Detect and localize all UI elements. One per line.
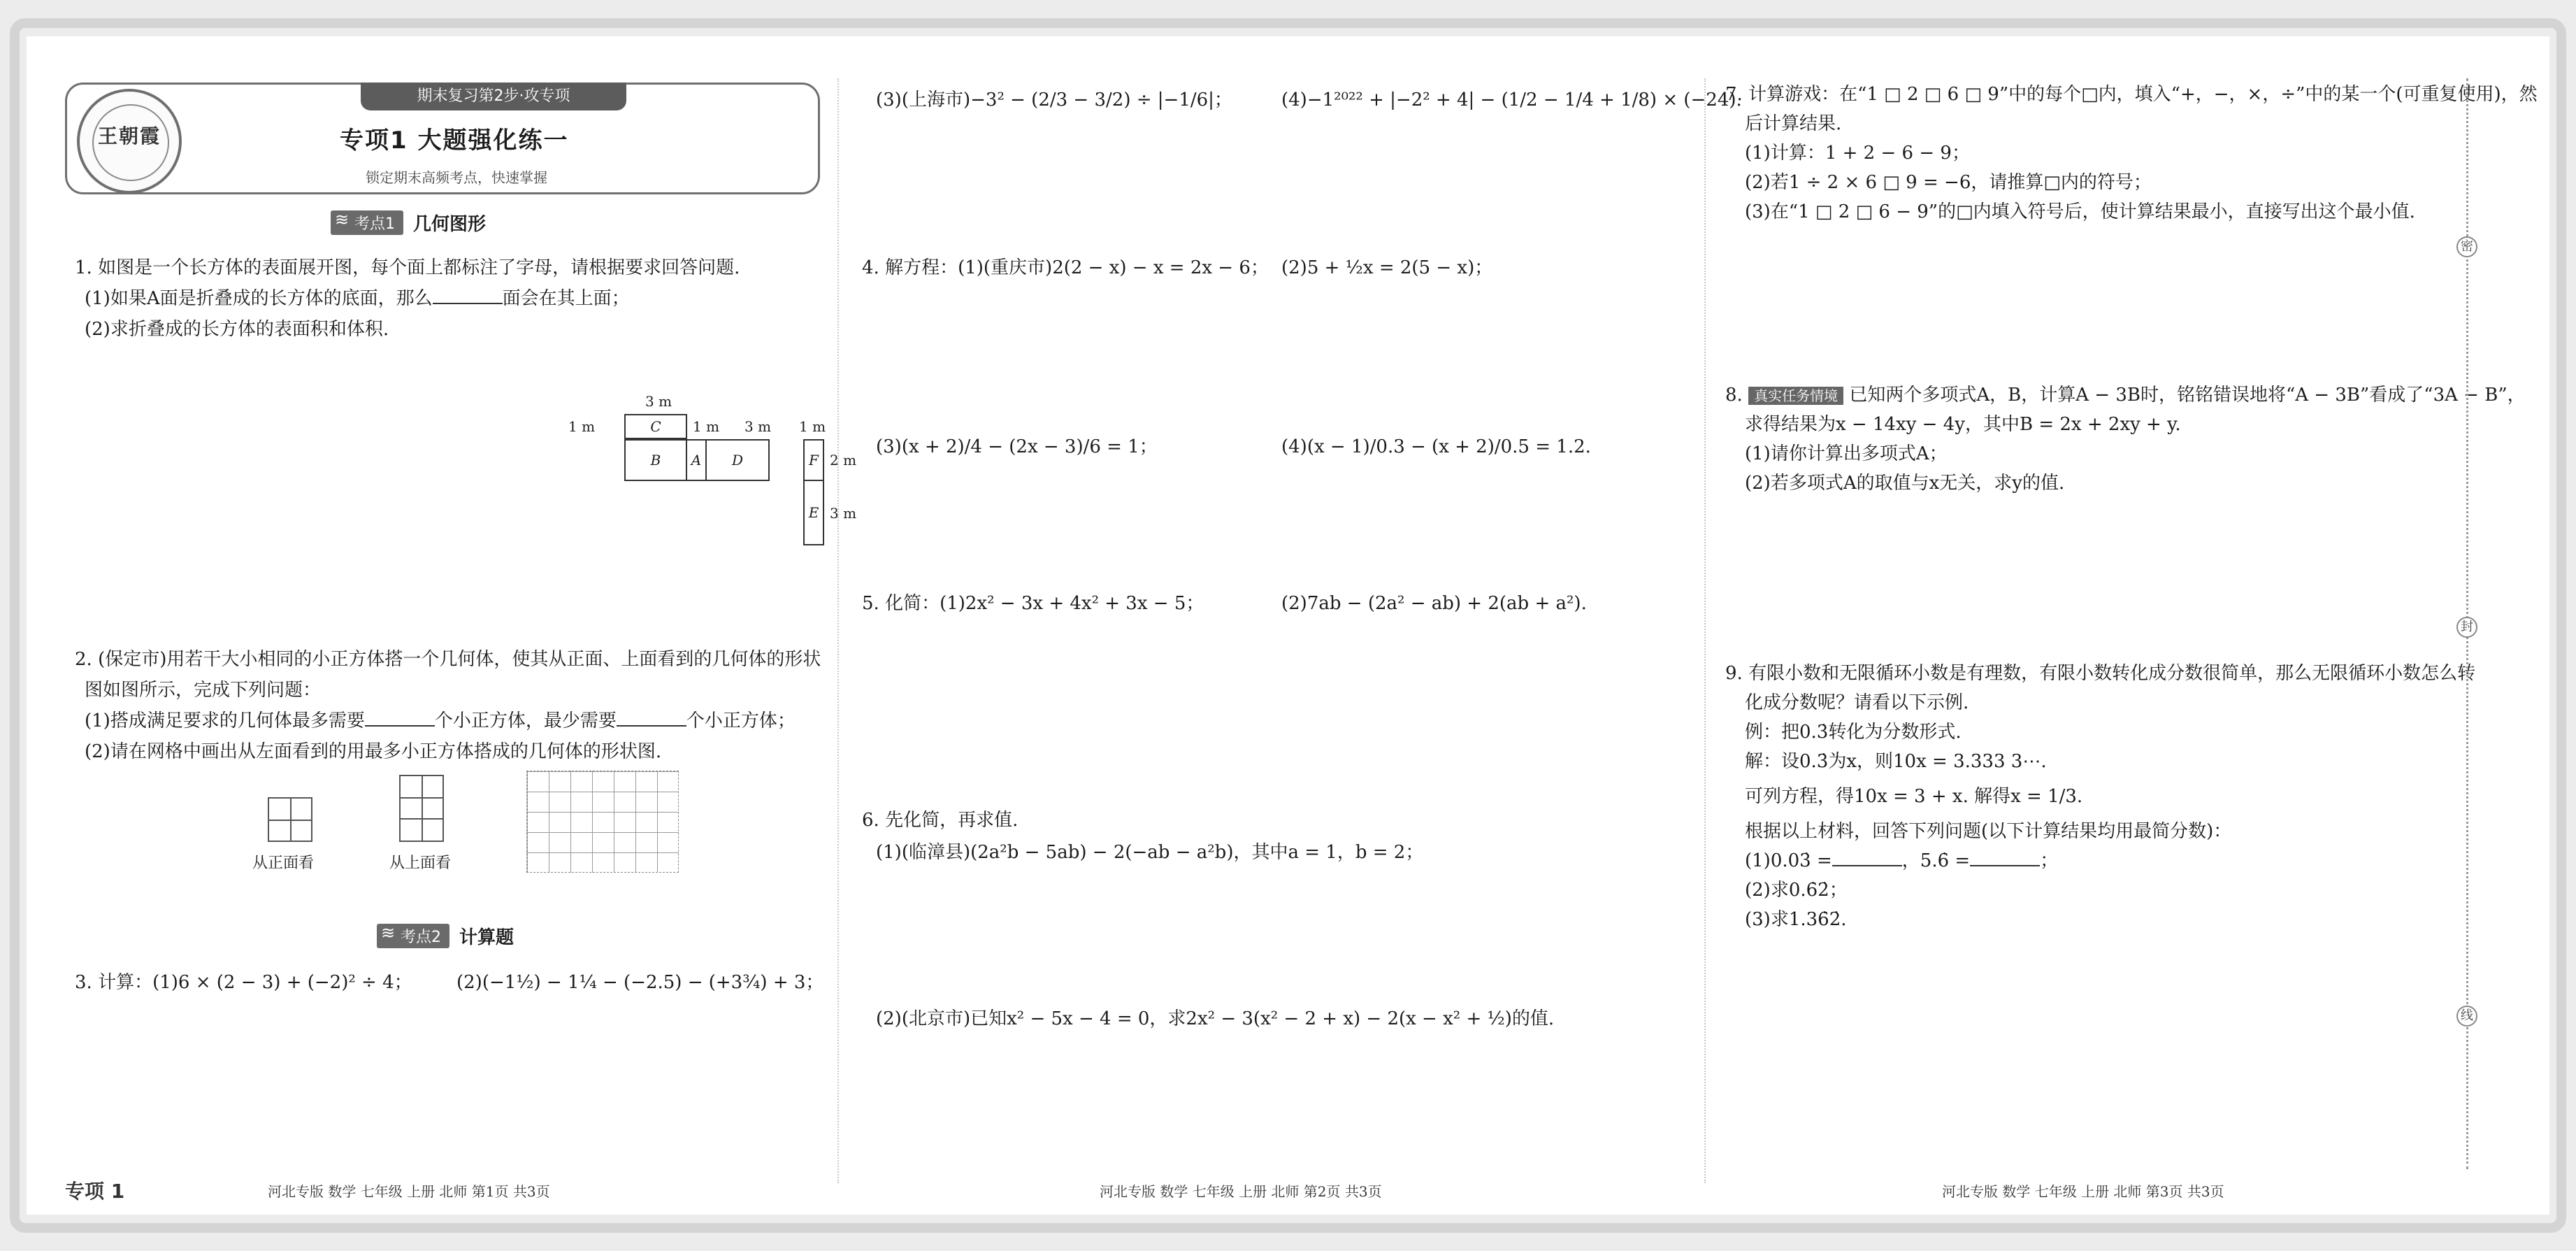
q1-stem: 1. 如图是一个长方体的表面展开图，每个面上都标注了字母，请根据要求回答问题. — [75, 257, 740, 278]
cut-mark-3: 线 — [2456, 1006, 2477, 1027]
q9-solution-2: 可列方程，得10x = 3 + x. 解得x = 1/3. — [1745, 786, 2083, 807]
topic-1-badge: ≋ 考点1 — [331, 210, 403, 235]
q8-stem-text: 已知两个多项式A，B，计算A − 3B时，铭铭错误地将“A − 3B”看成了“3A − B”， — [1849, 385, 2526, 406]
q1-part1-text-a: (1)如果A面是折叠成的长方体的底面，那么 — [85, 288, 433, 309]
q1-part1 — [85, 284, 630, 313]
face-a: A — [686, 439, 707, 481]
top-view-vline — [422, 776, 423, 841]
q6-part2: (2)(北京市)已知x² − 5x − 4 = 0，求2x² − 3(x² − 2 + x) − 2(x − x² + ½)的值. — [876, 1008, 1555, 1029]
column-2 — [862, 36, 1742, 1215]
q4-part3: (3)(x + 2)/4 − (2x − 3)/6 = 1； — [876, 436, 1158, 457]
q9-example: 例：把0.3̇转化为分数形式. — [1745, 722, 1962, 743]
q6-stem: 6. 先化简，再求值. — [862, 810, 1019, 831]
net-label-3m-right: 3 m — [830, 505, 857, 522]
top-view-hline-2 — [401, 818, 442, 820]
q2-stem-2: 图如图所示，完成下列问题： — [85, 680, 322, 701]
q9-solution-1: 解：设0.3̇为x，则10x = 3.333 3⋯. — [1745, 751, 2047, 772]
q9-part1-c: ； — [2040, 850, 2059, 871]
face-f: F — [803, 439, 824, 481]
q8-part2: (2)若多项式A的取值与x无关，求y的值. — [1745, 473, 2065, 494]
footer-page-info-3: 河北专版 数学 七年级 上册 北师 第3页 共3页 — [1942, 1183, 2224, 1200]
net-label-1m-b: 1 m — [799, 418, 826, 435]
logo-text: 王朝霞 — [97, 124, 161, 148]
net-label-1m-a: 1 m — [693, 418, 720, 435]
face-d: D — [705, 439, 770, 481]
q3-part1: 3. 计算：(1)6 × (2 − 3) + (−2)² ÷ 4； — [75, 972, 412, 993]
face-e: E — [803, 480, 824, 545]
q7-part2: (2)若1 ÷ 2 × 6 □ 9 = −6，请推算□内的符号； — [1745, 172, 2152, 193]
face-b: B — [624, 439, 687, 481]
q2-part1-c: 个小正方体； — [686, 710, 796, 731]
q4-part2: (2)5 + ½x = 2(5 − x)； — [1281, 257, 1493, 278]
q2-stem: 2. (保定市)用若干大小相同的小正方体搭一个几何体，使其从正面、上面看到的几何体的形状 — [75, 649, 821, 670]
cut-mark-2: 封 — [2456, 617, 2477, 638]
cut-mark-1: 密 — [2456, 236, 2477, 257]
q6-part1: (1)(临漳县)(2a²b − 5ab) − 2(−ab − a²b)，其中a = 1，b = 2； — [876, 842, 1424, 863]
q9-part2: (2)求0.6̇2̇； — [1745, 880, 1848, 901]
footer-section-title: 专项 1 — [65, 1180, 125, 1203]
q8-part1: (1)请你计算出多项式A； — [1745, 443, 1948, 464]
net-label-top-3m: 3 m — [645, 393, 672, 410]
column-divider-1 — [837, 78, 839, 1183]
q5-part2: (2)7ab − (2a² − ab) + 2(ab + a²). — [1281, 593, 1587, 614]
column-1 — [65, 36, 857, 1215]
net-label-left-1m: 1 m — [568, 418, 596, 435]
cuboid-net-figure — [568, 393, 876, 575]
q9-blank-1[interactable] — [1832, 850, 1902, 866]
answer-grid[interactable] — [526, 771, 679, 873]
net-label-3m: 3 m — [744, 418, 772, 435]
q2-min-blank[interactable] — [617, 710, 686, 727]
q8-stem — [1725, 380, 2526, 410]
face-c: C — [624, 414, 687, 439]
q8-number: 8. — [1725, 385, 1743, 406]
q7-part1: (1)计算：1 + 2 − 6 − 9； — [1745, 143, 1970, 164]
q7-stem: 7. 计算游戏：在“1 □ 2 □ 6 □ 9”中的每个□内，填入“+，−，×，÷”中的某一个(可重复使用)，然 — [1725, 84, 2538, 105]
q3-part3: (3)(上海市)−3² − (2/3 − 3/2) ÷ |−1/6|； — [876, 90, 1232, 110]
topic-1-title: 几何图形 — [413, 214, 487, 235]
q3-part2: (2)(−1½) − 1¼ − (−2.5) − (+3¾) + 3； — [456, 972, 824, 993]
topic-1-heading — [331, 210, 486, 236]
section-title: 专项1 大题强化练一 — [340, 127, 569, 155]
top-view-caption: 从上面看 — [389, 855, 452, 872]
column-divider-2 — [1704, 78, 1706, 1183]
q9-part1-b: ，5.6̇ = — [1901, 850, 1971, 871]
net-label-2m: 2 m — [830, 452, 857, 469]
front-view-hline — [269, 820, 311, 821]
q9-part1-a: (1)0.03̇ = — [1745, 850, 1832, 871]
q9-blank-2[interactable] — [1970, 850, 2040, 866]
q7-stem-2: 后计算结果. — [1745, 113, 1842, 134]
front-view-figure — [268, 797, 312, 842]
q1-part2: (2)求折叠成的长方体的表面积和体积. — [85, 319, 389, 340]
q8-context-badge: 真实任务情境 — [1748, 387, 1843, 405]
top-view-figure — [399, 775, 444, 842]
exam-sheet — [27, 36, 2549, 1215]
top-view-hline-1 — [401, 797, 442, 799]
q1-part1-text-b: 面会在其上面； — [502, 288, 630, 309]
topic-2-title: 计算题 — [459, 927, 515, 948]
q2-part1 — [85, 706, 796, 736]
section-subtitle: 锁定期末高频考点，快速掌握 — [366, 169, 547, 186]
q4-part4: (4)(x − 1)/0.3 − (x + 2)/0.5 = 1.2. — [1281, 436, 1591, 457]
q4-part1: 4. 解方程：(1)(重庆市)2(2 − x) − x = 2x − 6； — [862, 257, 1269, 278]
q9-instruction: 根据以上材料，回答下列问题(以下计算结果均用最简分数)： — [1745, 821, 2232, 842]
q9-part3: (3)求1.36̇2̇. — [1745, 909, 1847, 930]
q9-stem-2: 化成分数呢？请看以下示例. — [1745, 692, 1969, 713]
q3-part4: (4)−1²⁰²² + |−2² + 4| − (1/2 − 1/4 + 1/8) × (−24). — [1281, 90, 1742, 110]
q1-answer-blank[interactable] — [433, 287, 503, 304]
q2-part2: (2)请在网格中画出从左面看到的用最多小正方体搭成的几何体的形状图. — [85, 741, 662, 762]
q7-part3: (3)在“1 □ 2 □ 6 − 9”的□内填入符号后，使计算结果最小，直接写出这个最小值. — [1745, 201, 2415, 222]
front-view-caption: 从正面看 — [252, 855, 315, 872]
q2-max-blank[interactable] — [365, 710, 435, 727]
topic-2-heading — [377, 923, 514, 949]
footer-page-info-2: 河北专版 数学 七年级 上册 北师 第2页 共3页 — [1100, 1183, 1382, 1200]
q5-part1: 5. 化简：(1)2x² − 3x + 4x² + 3x − 5； — [862, 593, 1204, 614]
q8-stem-2: 求得结果为x − 14xy − 4y，其中B = 2x + 2xy + y. — [1745, 414, 2181, 435]
header-tab: 期末复习第2步·攻专项 — [361, 83, 626, 110]
q2-part1-a: (1)搭成满足要求的几何体最多需要 — [85, 710, 365, 731]
footer-left — [65, 1176, 124, 1204]
q9-stem: 9. 有限小数和无限循环小数是有理数，有限小数转化成分数很简单，那么无限循环小数怎么转 — [1725, 663, 2476, 684]
q2-part1-b: 个小正方体，最少需要 — [434, 710, 617, 731]
brand-logo — [77, 89, 182, 194]
footer-page-info-1: 河北专版 数学 七年级 上册 北师 第1页 共3页 — [268, 1183, 550, 1200]
topic-2-badge: ≋ 考点2 — [377, 924, 449, 948]
column-3 — [1725, 36, 2538, 1215]
q9-part1 — [1745, 846, 2058, 875]
